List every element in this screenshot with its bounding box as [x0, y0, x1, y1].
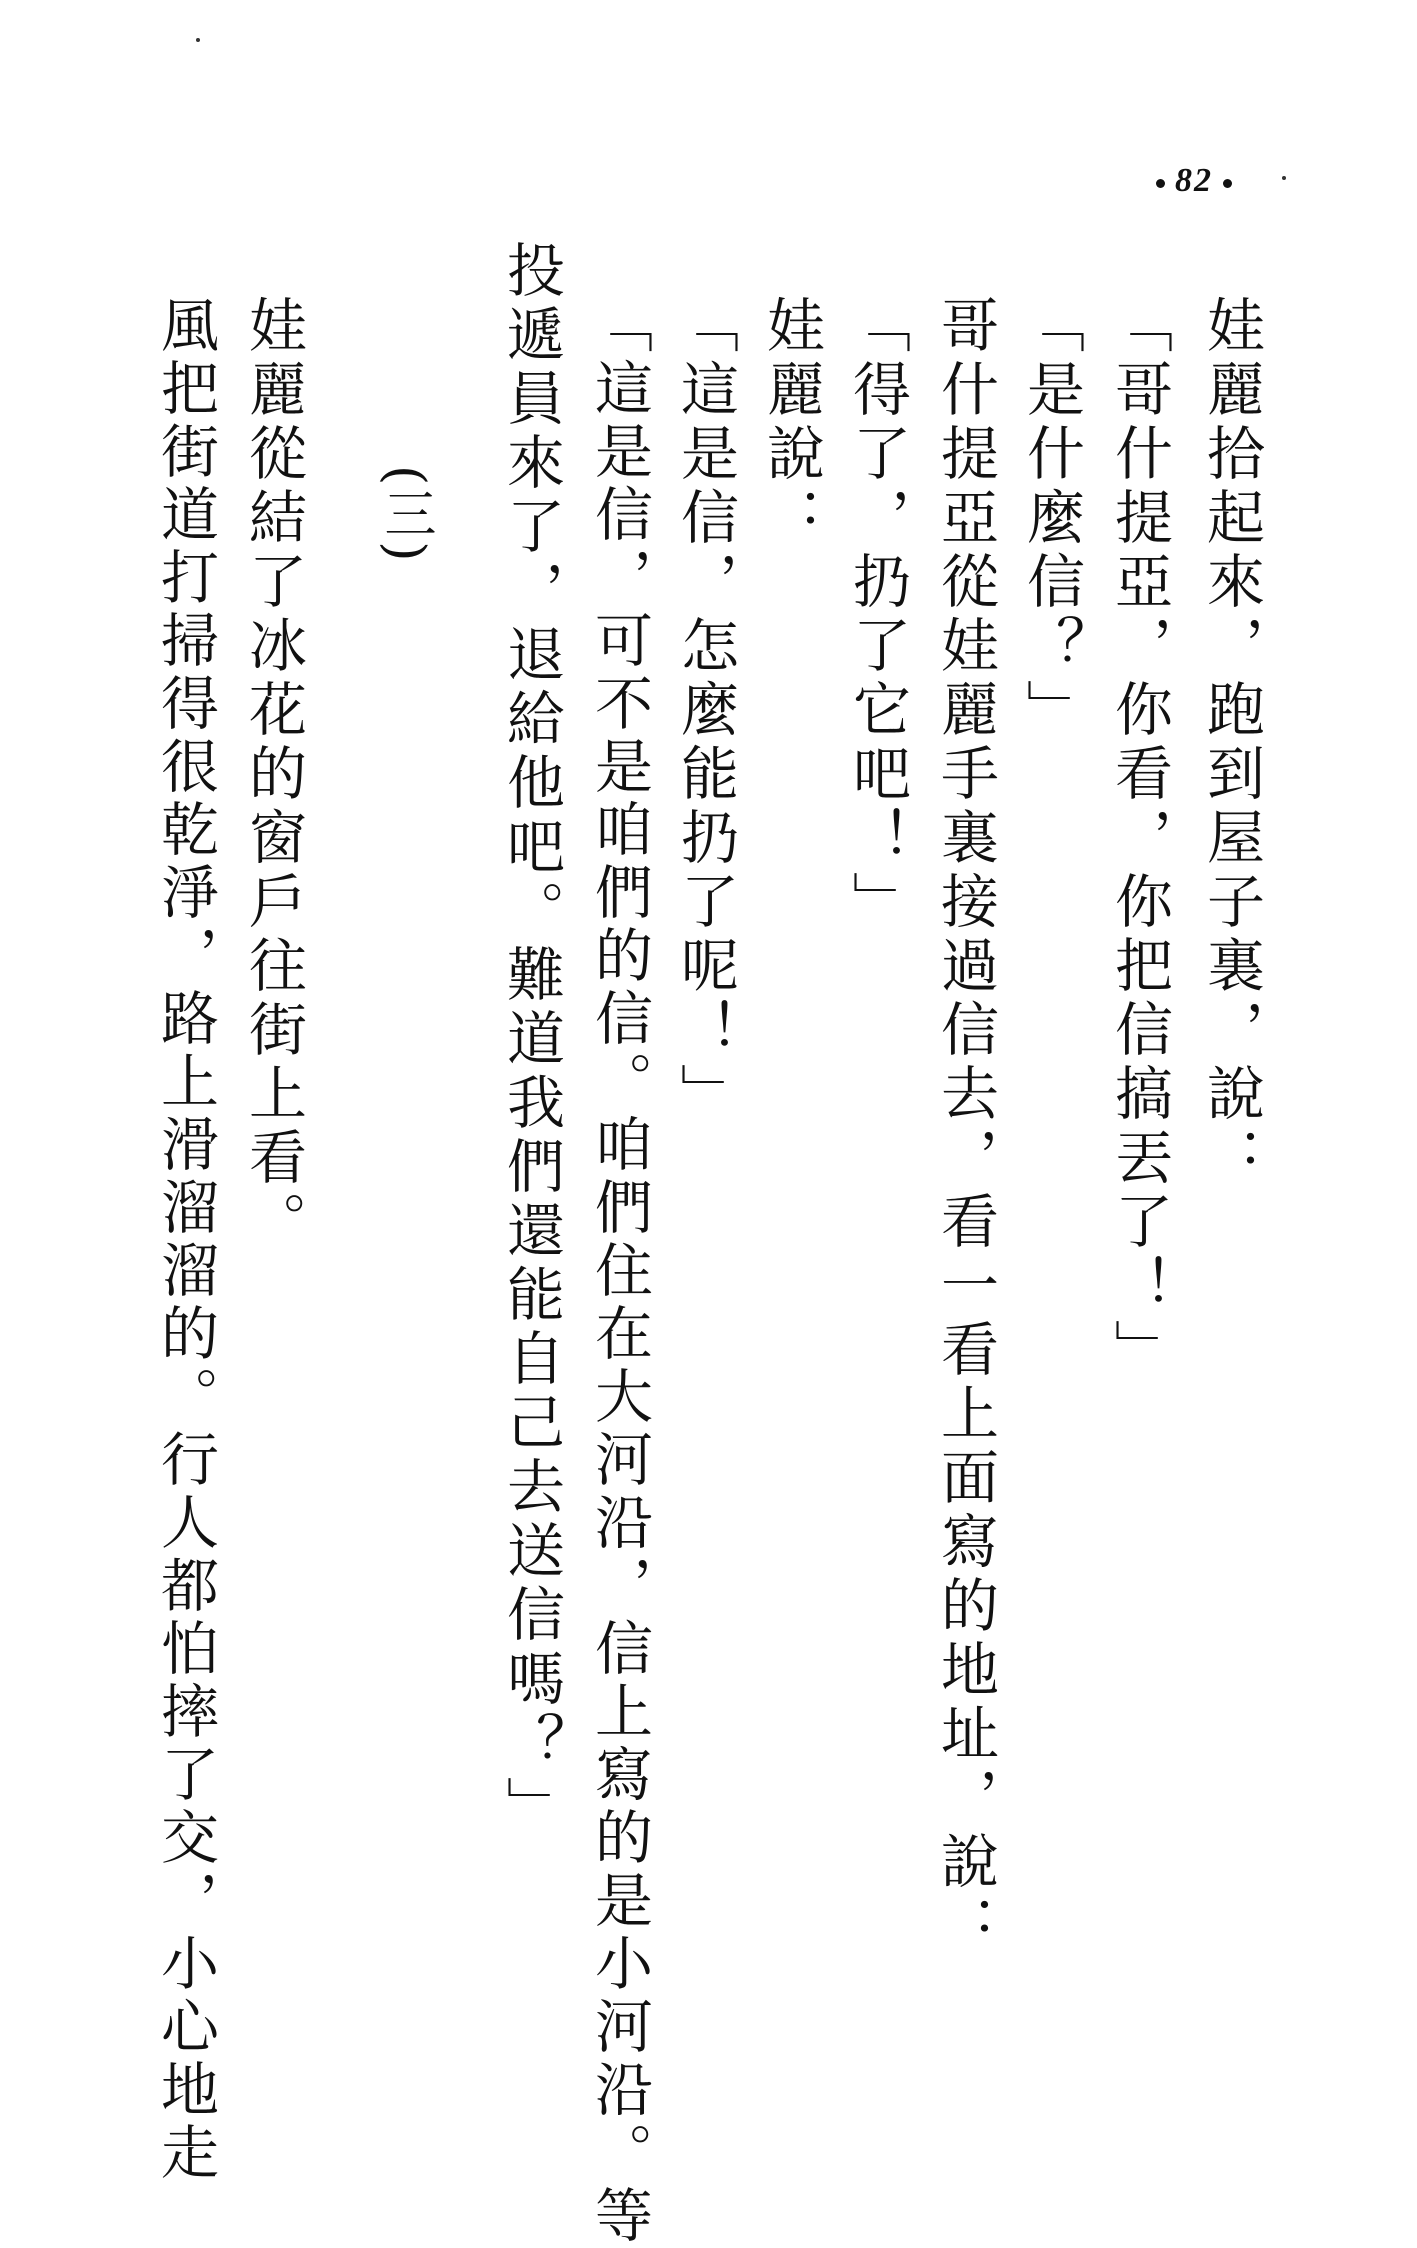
page-number: [1146, 162, 1242, 200]
text-column: 「是什麼信？」: [1017, 295, 1085, 743]
text-column: 「哥什提亞，你看，你把信搞丟了！」: [1105, 295, 1173, 1383]
text-column: 「這是信，怎麼能扔了呢！」: [671, 295, 739, 1127]
print-speck: [1282, 176, 1286, 180]
bullet-icon: [1223, 179, 1232, 188]
text-column: 哥什提亞從娃麗手裏接過信去，看一看上面寫的地址，說：: [931, 295, 999, 1959]
text-column: 投遞員來了，退給他吧。難道我們還能自己去送信嗎？」: [497, 240, 565, 1840]
text-column: 娃麗從結了冰花的窗戶往街上看。: [239, 295, 307, 1255]
bullet-icon: [1156, 179, 1165, 188]
print-speck: [196, 38, 200, 42]
page-number-text: 82: [1175, 162, 1213, 199]
section-marker: (三): [375, 465, 435, 564]
text-column: 娃麗拾起來，跑到屋子裏，說：: [1197, 295, 1265, 1191]
text-column: 「這是信，可不是咱們的信。咱們住在大河沿，信上寫的是小河沿。等: [585, 295, 653, 2248]
text-column: 「得了，扔了它吧！」: [843, 295, 911, 935]
text-column: 娃麗說：: [757, 295, 825, 551]
text-column: 風把街道打掃得很乾淨，路上滑溜溜的。行人都怕摔了交，小心地走: [151, 295, 219, 2185]
